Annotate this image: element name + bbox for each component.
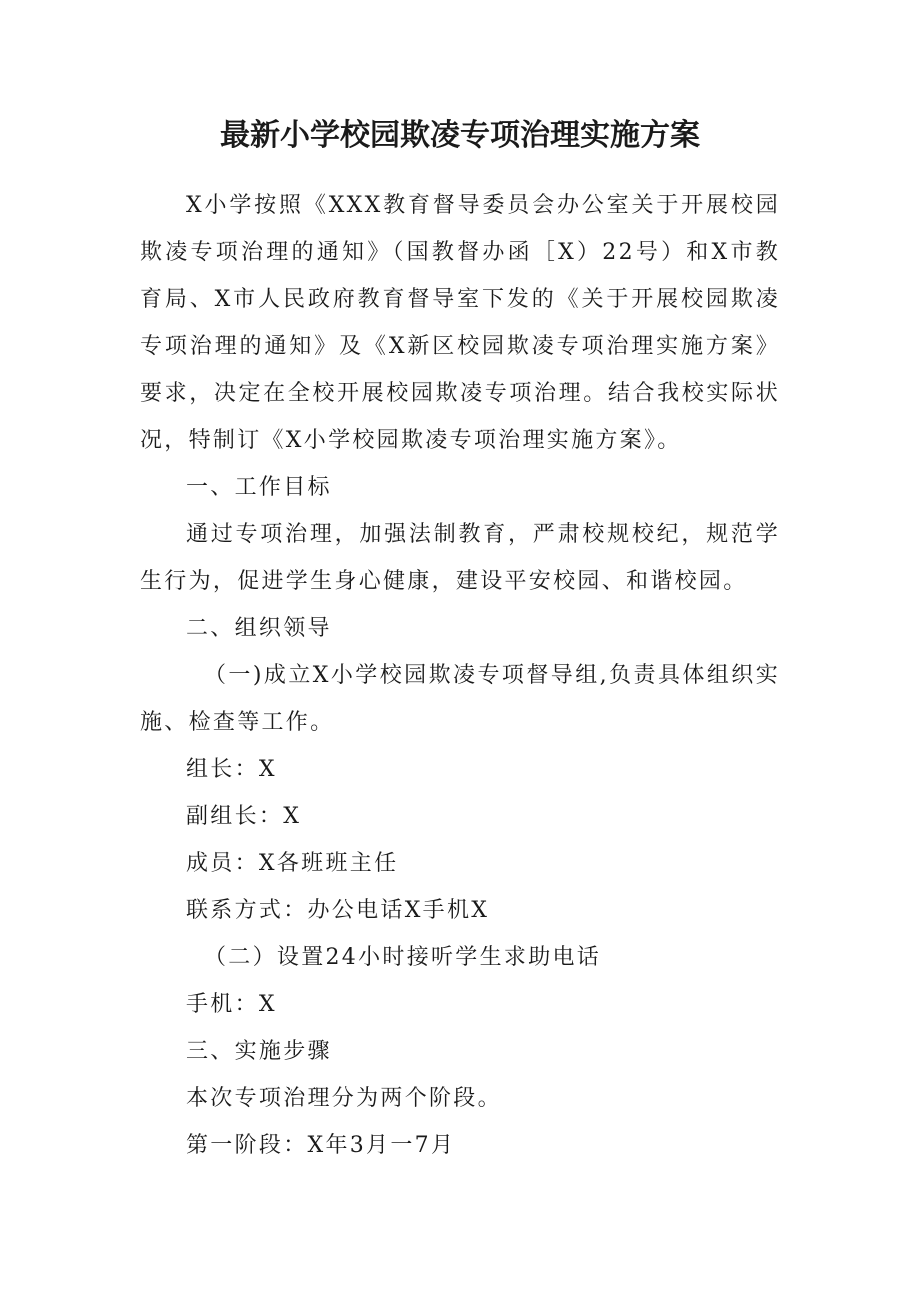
leader-line: 组长：X [186, 757, 277, 782]
document-title: 最新小学校园欺凌专项治理实施方案 [220, 118, 700, 153]
phone-line: 手机：X [186, 992, 277, 1017]
intro-paragraph: X小学按照《XXX教育督导委员会办公室关于开展校园欺凌专项治理的通知》（国教督办函［X）22号）和X市教育局、X市人民政府教育督导室下发的《关于开展校园欺凌专项治理的通知》及《X新区校园欺凌专项治理实施方案》要求，决定在全校开展校园欺凌专项治理。结合我校实际状况，特制订《X小学校园欺凌专项治理实施方案》。 [140, 193, 780, 453]
organization-item-1: （一)成立X小学校园欺凌专项督导组,负责具体组织实施、检查等工作。 [140, 663, 780, 735]
phase-1-line: 第一阶段：X年3月一7月 [186, 1133, 456, 1158]
section-heading-goals: 一、工作目标 [186, 475, 332, 500]
section-heading-organization: 二、组织领导 [186, 616, 332, 641]
organization-item-2: （二）设置24小时接听学生求助电话 [204, 945, 602, 970]
members-line: 成员：X各班班主任 [186, 851, 399, 876]
section-heading-steps: 三、实施步骤 [186, 1039, 332, 1064]
deputy-leader-line: 副组长：X [186, 804, 302, 829]
contact-line: 联系方式：办公电话X手机X [186, 898, 490, 923]
goals-paragraph: 通过专项治理，加强法制教育，严肃校规校纪，规范学生行为，促进学生身心健康，建设平安校园、和谐校园。 [140, 522, 780, 594]
steps-paragraph: 本次专项治理分为两个阶段。 [186, 1086, 502, 1111]
